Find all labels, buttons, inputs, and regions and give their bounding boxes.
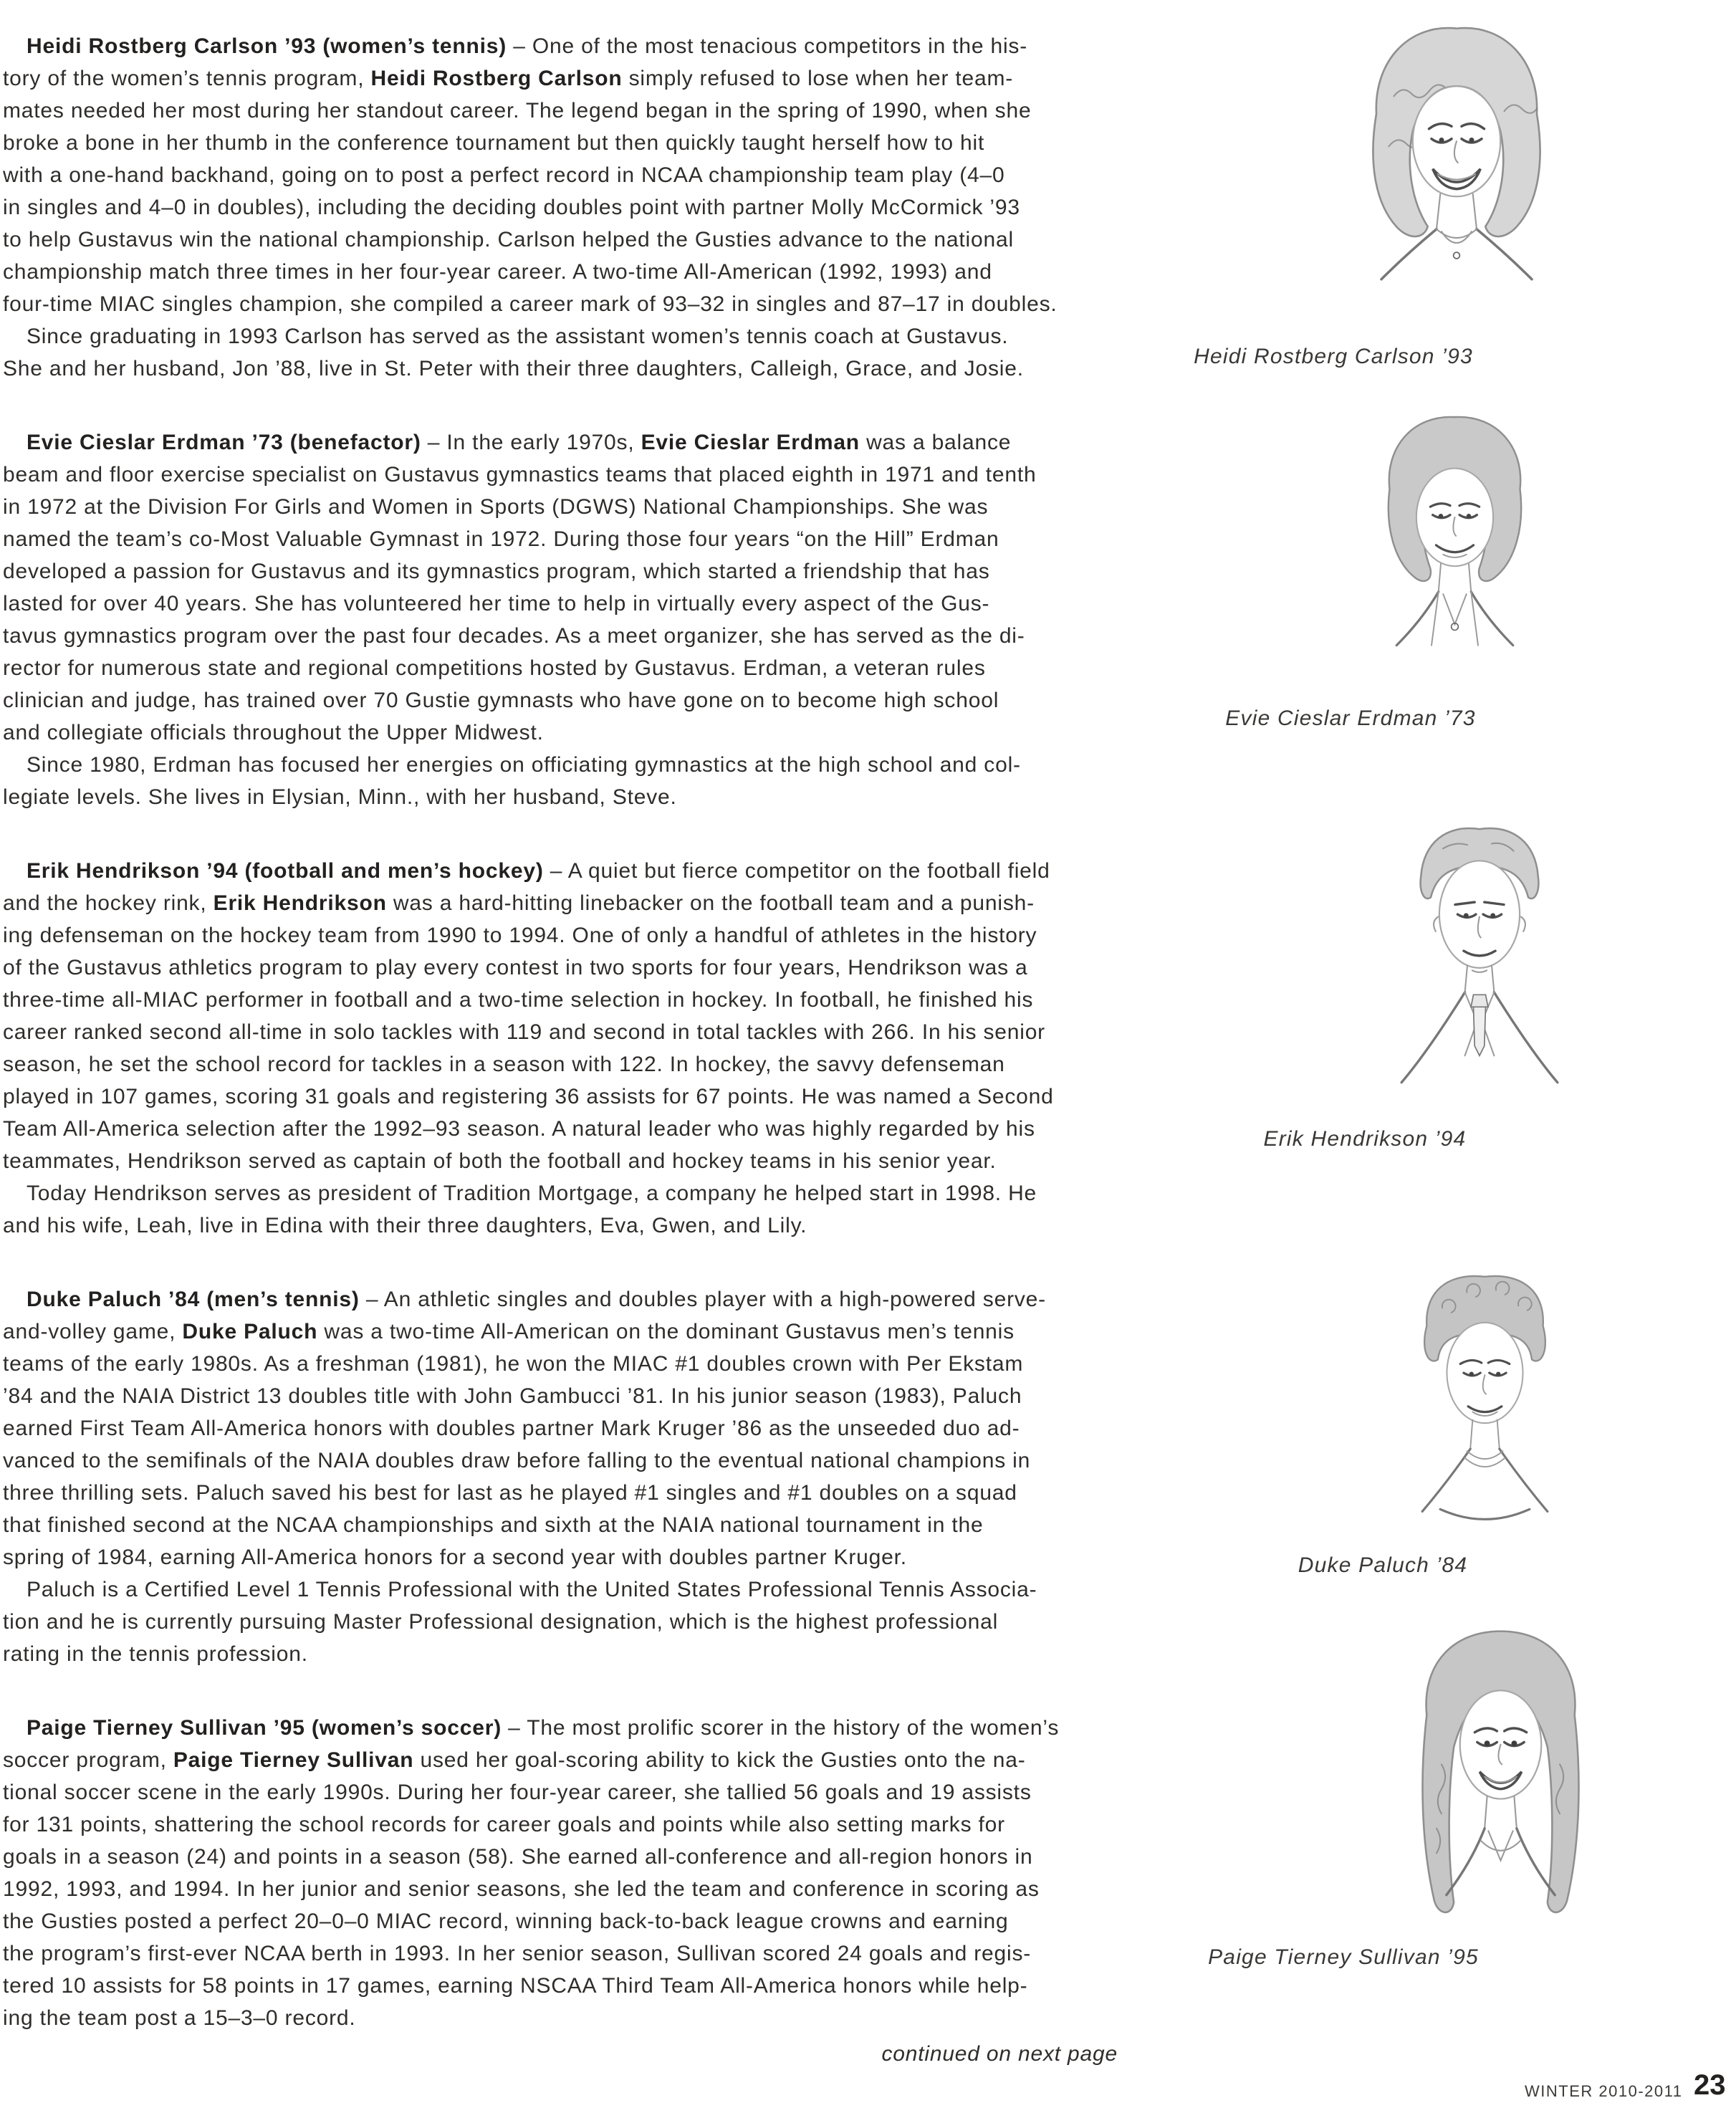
text-line: rector for numerous state and regional competitions hosted by Gustavus. Erdman, a veteran rules <box>3 656 986 680</box>
text-line: 1992, 1993, and 1994. In her junior and senior seasons, she led the team and conference in scoring as <box>3 1877 1040 1901</box>
text-line: vanced to the semifinals of the NAIA doubles draw before falling to the eventual national champions in <box>3 1449 1031 1472</box>
text-line: and his wife, Leah, live in Edina with their three daughters, Eva, Gwen, and Lily. <box>3 1214 807 1237</box>
paragraph <box>3 855 1156 1177</box>
bold-name: Paige Tierney Sullivan ’95 (women’s soccer) <box>27 1716 502 1740</box>
bold-name: Heidi Rostberg Carlson <box>370 67 623 90</box>
text-line: Paige Tierney Sullivan ’95 (women’s soccer) – The most prolific scorer in the history of the women’s <box>27 1716 1060 1740</box>
text-line: Paluch is a Certified Level 1 Tennis Professional with the United States Professional Tennis Associa- <box>27 1578 1037 1601</box>
text-line: ing the team post a 15–3–0 record. <box>3 2006 356 2030</box>
paragraph <box>3 1573 1156 1670</box>
text-line: lasted for over 40 years. She has volunteered her time to help in virtually every aspect of the Gus- <box>3 592 990 615</box>
text-line: of the Gustavus athletics program to play every contest in two sports for four years, Hendrikson was a <box>3 956 1028 979</box>
text-line: beam and floor exercise specialist on Gustavus gymnastics teams that placed eighth in 1971 and tenth <box>3 463 1037 487</box>
paragraph <box>3 1177 1156 1242</box>
portrait-caption: Evie Cieslar Erdman ’73 <box>1225 706 1476 730</box>
text-line: tion and he is currently pursuing Master Professional designation, which is the highest professional <box>3 1610 999 1634</box>
bold-name: Paige Tierney Sullivan <box>173 1748 414 1772</box>
text-line: played in 107 games, scoring 31 goals and registering 36 assists for 67 points. He was named a Second <box>3 1085 1054 1108</box>
text-line: tional soccer scene in the early 1990s. During her four-year career, she tallied 56 goals and 19 assists <box>3 1781 1032 1804</box>
bold-name: Duke Paluch ’84 (men’s tennis) <box>27 1288 360 1311</box>
text-line: goals in a season (24) and points in a season (58). She earned all-conference and all-region honors in <box>3 1845 1033 1869</box>
paragraph <box>3 749 1156 813</box>
text-line: broke a bone in her thumb in the conference tournament but then quickly taught herself how to hit <box>3 131 985 155</box>
issue-label: WINTER 2010-2011 <box>1525 2082 1683 2100</box>
paragraph <box>3 1283 1156 1573</box>
portrait-sketch-heidi <box>1331 6 1582 325</box>
article <box>3 1283 1156 1670</box>
text-line: Erik Hendrikson ’94 (football and men’s hockey) – A quiet but fierce competitor on the football field <box>27 859 1050 883</box>
text-line: three-time all-MIAC performer in football and a two-time selection in hockey. In football, he finished his <box>3 988 1034 1012</box>
paragraph <box>3 1712 1156 2034</box>
text-line: three thrilling sets. Paluch saved his best for last as he played #1 singles and #1 doubles on a squad <box>3 1481 1017 1505</box>
text-line: Evie Cieslar Erdman ’73 (benefactor) – In the early 1970s, Evie Cieslar Erdman was a balance <box>27 431 1012 454</box>
text-line: named the team’s co-Most Valuable Gymnast in 1972. During those four years “on the Hill” Erdman <box>3 527 999 551</box>
text-line: four-time MIAC singles champion, she compiled a career mark of 93–32 in singles and 87–17 in doubles. <box>3 292 1058 316</box>
bold-name: Erik Hendrikson <box>213 891 387 915</box>
article <box>3 30 1156 385</box>
page-number: 23 <box>1694 2069 1726 2101</box>
text-line: ing defenseman on the hockey team from 1990 to 1994. One of only a handful of athletes in the history <box>3 924 1037 947</box>
paragraph <box>3 30 1156 320</box>
portrait-caption: Paige Tierney Sullivan ’95 <box>1208 1945 1479 1969</box>
bold-name: Erik Hendrikson ’94 (football and men’s hockey) <box>27 859 544 883</box>
text-column <box>3 30 1156 2076</box>
text-line: spring of 1984, earning All-America honors for a second year with doubles partner Kruger. <box>3 1546 907 1569</box>
text-line: the Gusties posted a perfect 20–0–0 MIAC record, winning back-to-back league crowns and earning <box>3 1910 1009 1933</box>
portrait-sketch-duke <box>1365 1261 1605 1541</box>
text-line: tavus gymnastics program over the past four decades. As a meet organizer, she has served as the di- <box>3 624 1025 648</box>
text-line: teammates, Hendrikson served as captain of both the football and hockey teams in his senior year. <box>3 1149 997 1173</box>
text-line: Since graduating in 1993 Carlson has served as the assistant women’s tennis coach at Gustavus. <box>27 325 1009 348</box>
article <box>3 1712 1156 2034</box>
text-line: tered 10 assists for 58 points in 17 games, earning NSCAA Third Team All-America honors while help- <box>3 1974 1028 1998</box>
text-line: mates needed her most during her standout career. The legend began in the spring of 1990, when she <box>3 99 1032 123</box>
text-line: season, he set the school record for tackles in a season with 122. In hockey, the savvy defenseman <box>3 1053 1005 1076</box>
text-line: and the hockey rink, Erik Hendrikson was a hard-hitting linebacker on the football team and a punish- <box>3 891 1035 915</box>
text-line: championship match three times in her four-year career. A two-time All-American (1992, 1993) and <box>3 260 992 284</box>
paragraph <box>3 320 1156 385</box>
bold-name: Duke Paluch <box>182 1320 318 1343</box>
paragraph <box>3 426 1156 749</box>
bold-name: Evie Cieslar Erdman <box>641 431 860 454</box>
text-line: in singles and 4–0 in doubles), including the deciding doubles point with partner Molly McCormick ’93 <box>3 196 1020 219</box>
text-line: She and her husband, Jon ’88, live in St. Peter with their three daughters, Calleigh, Grace, and Josie. <box>3 357 1024 380</box>
article <box>3 426 1156 813</box>
text-line: Team All-America selection after the 1992–93 season. A natural leader who was highly regarded by his <box>3 1117 1035 1141</box>
portrait-caption: Erik Hendrikson ’94 <box>1263 1127 1467 1151</box>
continued-on-next-page: continued on next page <box>881 2042 1118 2066</box>
text-line: career ranked second all-time in solo tackles with 119 and second in total tackles with 266. In his senior <box>3 1020 1045 1044</box>
text-line: Heidi Rostberg Carlson ’93 (women’s tennis) – One of the most tenacious competitors in the his- <box>27 34 1028 58</box>
bold-name: Heidi Rostberg Carlson ’93 (women’s tennis) <box>27 34 507 58</box>
text-line: legiate levels. She lives in Elysian, Minn., with her husband, Steve. <box>3 785 677 809</box>
portrait-caption: Heidi Rostberg Carlson ’93 <box>1194 345 1473 368</box>
portrait-sketch-paige <box>1370 1616 1631 1925</box>
text-line: developed a passion for Gustavus and its gymnastics program, which started a friendship that has <box>3 560 990 583</box>
portrait-caption: Duke Paluch ’84 <box>1298 1553 1468 1577</box>
text-line: teams of the early 1980s. As a freshman (1981), he won the MIAC #1 doubles crown with Per Ekstam <box>3 1352 1024 1376</box>
text-line: tory of the women’s tennis program, Heidi Rostberg Carlson simply refused to lose when her team- <box>3 67 1014 90</box>
text-line: ’84 and the NAIA District 13 doubles title with John Gambucci ’81. In his junior season (1983), Paluch <box>3 1384 1022 1408</box>
text-line: soccer program, Paige Tierney Sullivan used her goal-scoring ability to kick the Gusties onto the na- <box>3 1748 1026 1772</box>
text-line: clinician and judge, has trained over 70 Gustie gymnasts who have gone on to become high school <box>3 689 999 712</box>
text-line: Today Hendrikson serves as president of Tradition Mortgage, a company he helped start in 1998. He <box>27 1182 1037 1205</box>
text-line: for 131 points, shattering the school records for career goals and points while also setting marks for <box>3 1813 1005 1836</box>
text-line: to help Gustavus win the national championship. Carlson helped the Gusties advance to the national <box>3 228 1014 251</box>
portrait-sketch-evie <box>1338 394 1571 689</box>
portrait-sketch-erik <box>1358 806 1601 1113</box>
bold-name: Evie Cieslar Erdman ’73 (benefactor) <box>27 431 421 454</box>
text-line: with a one-hand backhand, going on to post a perfect record in NCAA championship team play (4–0 <box>3 163 1005 187</box>
text-line: in 1972 at the Division For Girls and Women in Sports (DGWS) National Championships. She was <box>3 495 989 519</box>
article <box>3 855 1156 1242</box>
text-line: rating in the tennis profession. <box>3 1642 308 1666</box>
text-line: Since 1980, Erdman has focused her energies on officiating gymnastics at the high school and col- <box>27 753 1021 777</box>
text-line: the program’s first-ever NCAA berth in 1993. In her senior season, Sullivan scored 24 goals and regis- <box>3 1942 1032 1965</box>
text-line: Duke Paluch ’84 (men’s tennis) – An athletic singles and doubles player with a high-powered serve- <box>27 1288 1046 1311</box>
text-line: earned First Team All-America honors with doubles partner Mark Kruger ’86 as the unseeded duo ad- <box>3 1417 1020 1440</box>
text-line: and-volley game, Duke Paluch was a two-time All-American on the dominant Gustavus men’s tennis <box>3 1320 1015 1343</box>
text-line: that finished second at the NCAA championships and sixth at the NAIA national tournament in the <box>3 1513 984 1537</box>
text-line: and collegiate officials throughout the Upper Midwest. <box>3 721 544 744</box>
